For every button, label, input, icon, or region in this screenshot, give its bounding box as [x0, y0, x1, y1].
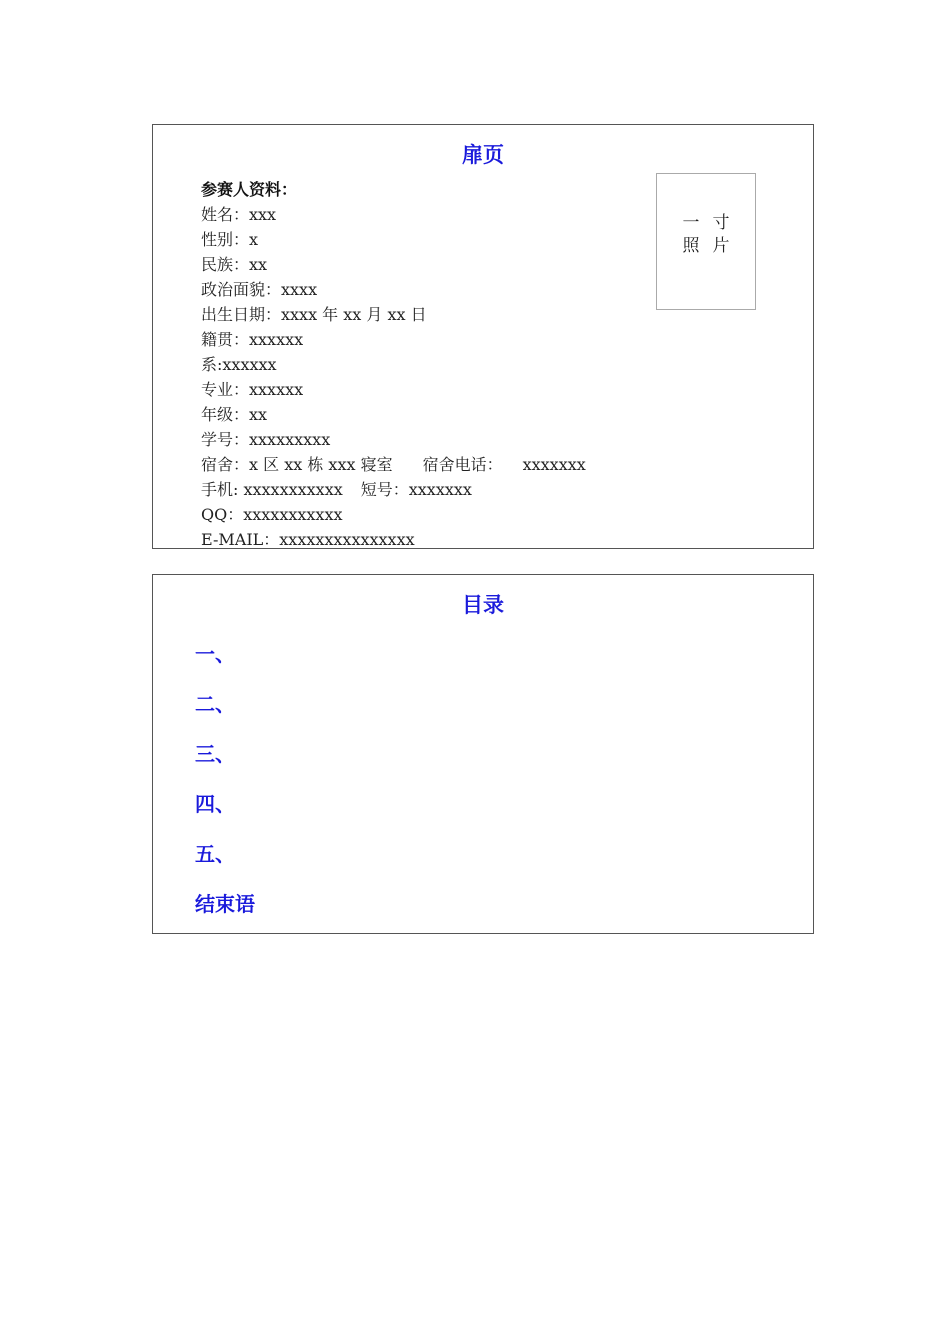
- title-page-box: [152, 124, 814, 549]
- photo-placeholder: [656, 173, 756, 310]
- mobile-field: 手机: xxxxxxxxxxx: [201, 480, 343, 499]
- dorm-field: 宿舍：x 区 xx 栋 xxx 寝室: [201, 455, 393, 474]
- profile-heading: 参赛人资料：: [201, 180, 298, 199]
- photo-label: [657, 212, 755, 258]
- toc-list: [195, 639, 255, 939]
- dorm-row: [201, 452, 586, 477]
- department-field: 系:xxxxxx: [201, 355, 277, 374]
- toc-item-conclusion[interactable]: 结束语: [195, 892, 255, 916]
- political-status-field: 政治面貌：xxxx: [201, 280, 318, 299]
- toc-item-2[interactable]: 二、: [195, 692, 235, 716]
- name-field: 姓名：xxx: [201, 205, 277, 224]
- gender-field: 性别：x: [201, 230, 259, 249]
- native-place-field: 籍贯：xxxxxx: [201, 330, 304, 349]
- toc-item-1[interactable]: 一、: [195, 642, 235, 666]
- mobile-row: [201, 477, 586, 502]
- toc-title: 目录: [462, 593, 504, 617]
- major-field: 专业：xxxxxx: [201, 380, 304, 399]
- qq-field: QQ：xxxxxxxxxxx: [201, 505, 343, 524]
- toc-item-5[interactable]: 五、: [195, 842, 235, 866]
- birth-date-field: 出生日期：xxxx 年 xx 月 xx 日: [201, 305, 427, 324]
- toc-item-3[interactable]: 三、: [195, 742, 235, 766]
- table-of-contents-box: [152, 574, 814, 934]
- short-number-field: 短号：xxxxxxx: [360, 480, 472, 499]
- dorm-phone-value: xxxxxxx: [522, 455, 586, 474]
- grade-field: 年级：xx: [201, 405, 268, 424]
- email-field: E-MAIL：xxxxxxxxxxxxxxx: [201, 530, 415, 549]
- title-page-title: 扉页: [462, 143, 504, 167]
- toc-item-4[interactable]: 四、: [195, 792, 235, 816]
- ethnicity-field: 民族：xx: [201, 255, 268, 274]
- contestant-profile: [201, 177, 586, 549]
- photo-label-line2: 照片: [682, 236, 743, 256]
- student-id-field: 学号：xxxxxxxxx: [201, 430, 331, 449]
- photo-label-line1: 一寸: [682, 213, 743, 233]
- dorm-phone-label: 宿舍电话：: [422, 455, 503, 474]
